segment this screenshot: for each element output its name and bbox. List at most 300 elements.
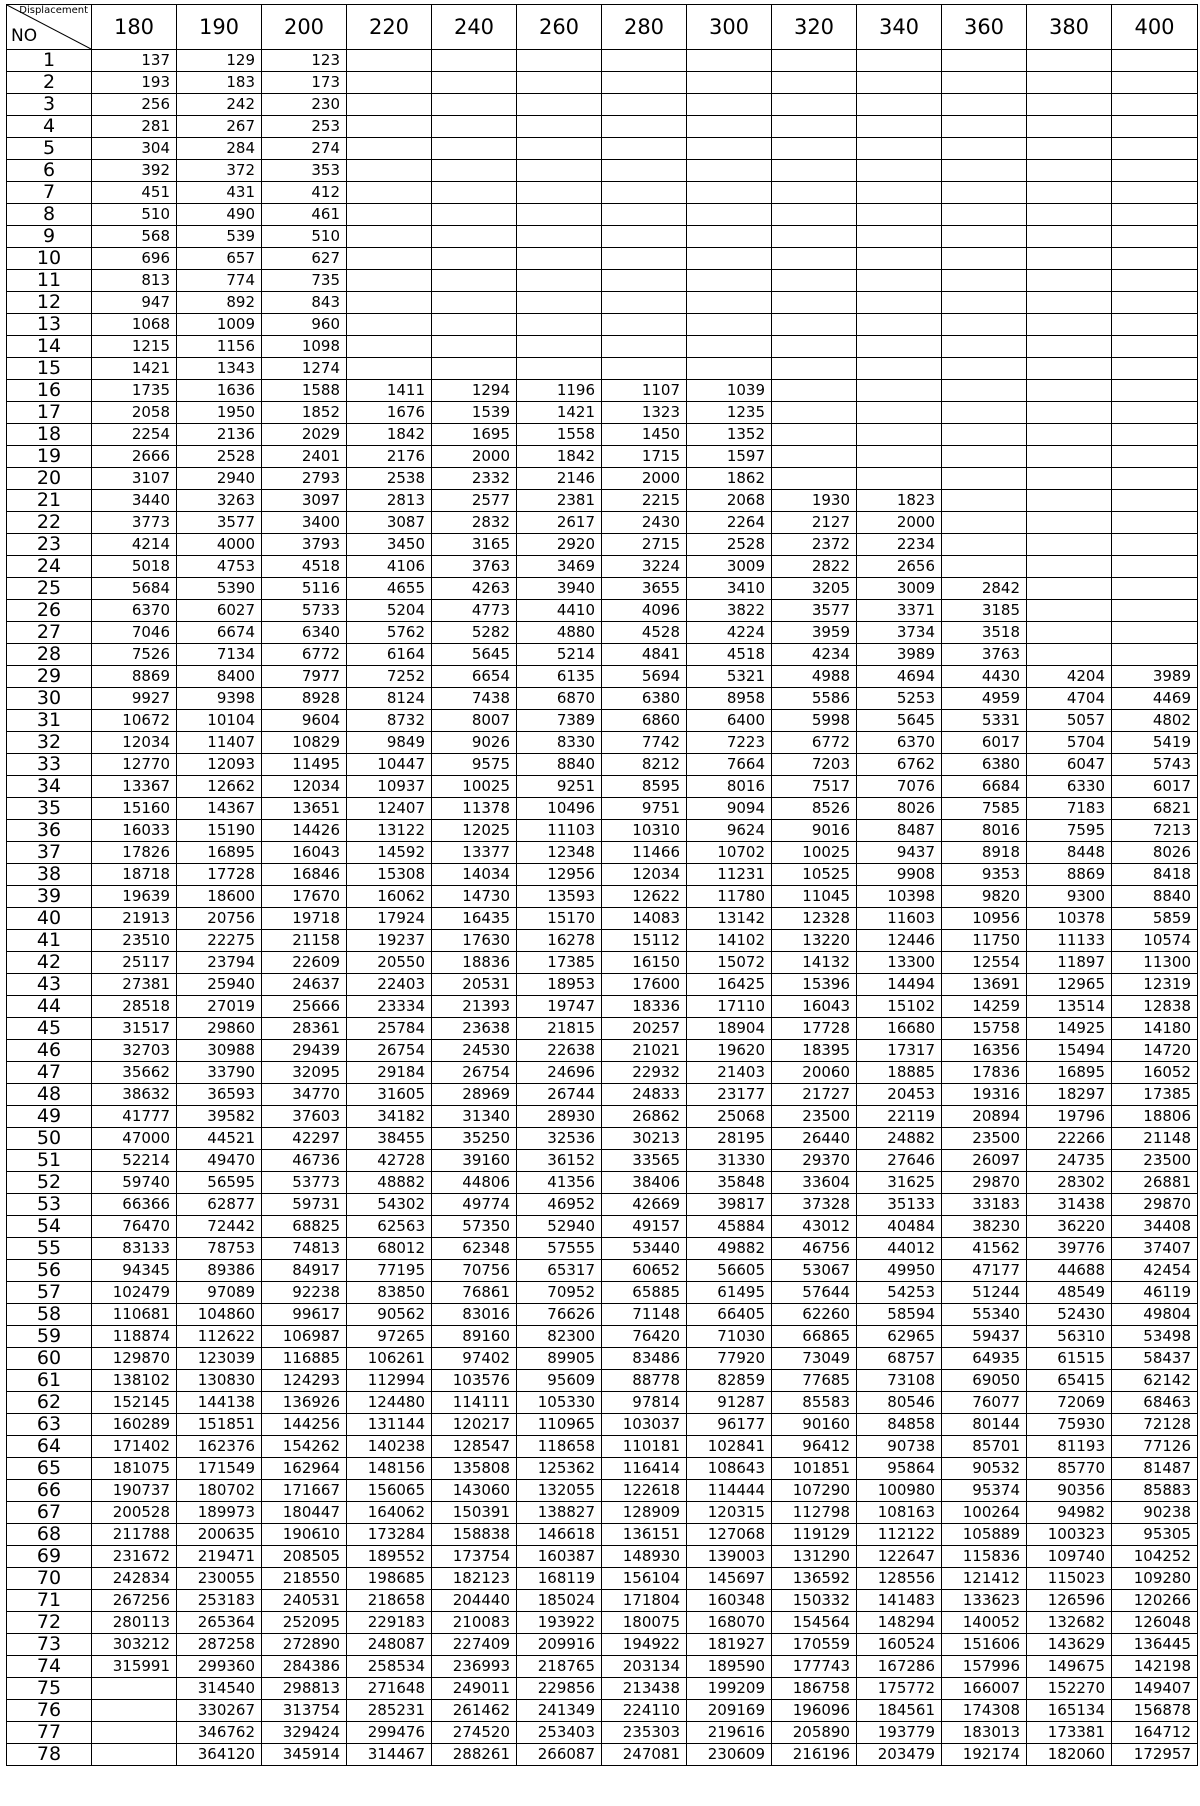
value-cell: 15170 [517,908,602,930]
row-number-cell: 2 [7,72,92,94]
value-cell: 108643 [687,1458,772,1480]
value-cell: 6027 [177,600,262,622]
value-cell: 1411 [347,380,432,402]
value-cell [1112,358,1198,380]
value-cell: 12956 [517,864,602,886]
value-cell: 1421 [517,402,602,424]
value-cell [517,50,602,72]
value-cell [432,314,517,336]
value-cell [942,314,1027,336]
table-row [7,1018,1198,1040]
value-cell: 9398 [177,688,262,710]
value-cell: 2381 [517,490,602,512]
value-cell [687,226,772,248]
value-cell [942,182,1027,204]
value-cell: 6772 [772,732,857,754]
value-cell [517,204,602,226]
value-cell: 1823 [857,490,942,512]
value-cell: 160524 [857,1634,942,1656]
row-number-cell: 40 [7,908,92,930]
value-cell: 129 [177,50,262,72]
value-cell: 230055 [177,1568,262,1590]
value-cell: 6370 [92,600,177,622]
value-cell: 91287 [687,1392,772,1414]
value-cell: 105330 [517,1392,602,1414]
value-cell: 88778 [602,1370,687,1392]
table-row [7,1150,1198,1172]
value-cell: 7585 [942,798,1027,820]
value-cell: 229856 [517,1678,602,1700]
value-cell: 180447 [262,1502,347,1524]
value-cell [772,336,857,358]
value-cell: 123 [262,50,347,72]
value-cell: 115836 [942,1546,1027,1568]
value-cell: 185024 [517,1590,602,1612]
value-cell: 31438 [1027,1194,1112,1216]
value-cell: 33565 [602,1150,687,1172]
value-cell: 2215 [602,490,687,512]
value-cell: 12838 [1112,996,1198,1018]
row-number-cell: 7 [7,182,92,204]
value-cell: 44521 [177,1128,262,1150]
table-row [7,1106,1198,1128]
value-cell [1112,644,1198,666]
value-cell: 97089 [177,1282,262,1304]
value-cell: 15396 [772,974,857,996]
value-cell: 235303 [602,1722,687,1744]
value-cell: 219471 [177,1546,262,1568]
row-number-cell: 37 [7,842,92,864]
value-cell: 148294 [857,1612,942,1634]
value-cell: 139003 [687,1546,772,1568]
value-cell: 13514 [1027,996,1112,1018]
value-cell: 144138 [177,1392,262,1414]
value-cell [432,204,517,226]
table-row [7,50,1198,72]
value-cell [1027,314,1112,336]
value-cell: 22275 [177,930,262,952]
value-cell: 173754 [432,1546,517,1568]
value-cell [772,424,857,446]
value-cell [602,270,687,292]
value-cell [517,226,602,248]
value-cell [772,270,857,292]
value-cell: 6674 [177,622,262,644]
value-cell [772,50,857,72]
value-cell: 132682 [1027,1612,1112,1634]
value-cell: 25666 [262,996,347,1018]
value-cell: 27019 [177,996,262,1018]
value-cell: 120217 [432,1414,517,1436]
table-row [7,314,1198,336]
value-cell [857,314,942,336]
value-cell: 12965 [1027,974,1112,996]
value-cell: 12328 [772,908,857,930]
value-cell: 193922 [517,1612,602,1634]
value-cell: 4773 [432,600,517,622]
row-number-cell: 58 [7,1304,92,1326]
value-cell: 42454 [1112,1260,1198,1282]
row-number-cell: 51 [7,1150,92,1172]
value-cell: 2822 [772,556,857,578]
value-cell: 1842 [517,446,602,468]
value-cell: 28930 [517,1106,602,1128]
value-cell: 14034 [432,864,517,886]
value-cell [517,116,602,138]
value-cell: 61515 [1027,1348,1112,1370]
value-cell [1027,534,1112,556]
value-cell [1112,226,1198,248]
value-cell: 2528 [687,534,772,556]
value-cell: 314540 [177,1678,262,1700]
value-cell: 186758 [772,1678,857,1700]
value-cell: 89386 [177,1260,262,1282]
value-cell: 5762 [347,622,432,644]
value-cell: 109740 [1027,1546,1112,1568]
value-cell: 2401 [262,446,347,468]
table-row [7,226,1198,248]
value-cell: 2793 [262,468,347,490]
row-number-cell: 30 [7,688,92,710]
value-cell: 287258 [177,1634,262,1656]
value-cell: 13691 [942,974,1027,996]
value-cell: 23500 [942,1128,1027,1150]
value-cell: 4753 [177,556,262,578]
value-cell: 3763 [942,644,1027,666]
value-cell: 5645 [432,644,517,666]
value-cell: 431 [177,182,262,204]
value-cell: 97402 [432,1348,517,1370]
table-row [7,1546,1198,1568]
value-cell: 181075 [92,1458,177,1480]
value-cell: 142198 [1112,1656,1198,1678]
value-cell: 53498 [1112,1326,1198,1348]
value-cell: 5743 [1112,754,1198,776]
table-row [7,864,1198,886]
value-cell: 9751 [602,798,687,820]
value-cell: 4704 [1027,688,1112,710]
row-number-cell: 26 [7,600,92,622]
value-cell: 192174 [942,1744,1027,1766]
value-cell: 100980 [857,1480,942,1502]
value-cell: 298813 [262,1678,347,1700]
value-cell [1112,182,1198,204]
value-cell: 149675 [1027,1656,1112,1678]
value-cell: 16150 [602,952,687,974]
value-cell: 40484 [857,1216,942,1238]
table-row [7,534,1198,556]
value-cell: 274 [262,138,347,160]
value-cell: 130830 [177,1370,262,1392]
row-number-cell: 19 [7,446,92,468]
value-cell: 284386 [262,1656,347,1678]
value-cell: 256 [92,94,177,116]
value-cell: 15102 [857,996,942,1018]
value-cell: 271648 [347,1678,432,1700]
value-cell: 2666 [92,446,177,468]
value-cell: 21913 [92,908,177,930]
column-header-180: 180 [92,5,177,50]
value-cell: 5998 [772,710,857,732]
value-cell [772,358,857,380]
value-cell [347,270,432,292]
value-cell: 33183 [942,1194,1027,1216]
value-cell [687,72,772,94]
value-cell: 11750 [942,930,1027,952]
value-cell: 66865 [772,1326,857,1348]
value-cell: 189590 [687,1656,772,1678]
value-cell: 510 [262,226,347,248]
value-cell: 19237 [347,930,432,952]
value-cell: 173284 [347,1524,432,1546]
table-row [7,1326,1198,1348]
value-cell: 490 [177,204,262,226]
value-cell: 4106 [347,556,432,578]
value-cell: 14083 [602,908,687,930]
column-header-220: 220 [347,5,432,50]
value-cell: 90160 [772,1414,857,1436]
value-cell: 3087 [347,512,432,534]
row-number-cell: 49 [7,1106,92,1128]
value-cell: 315991 [92,1656,177,1678]
table-row [7,1722,1198,1744]
value-cell: 2254 [92,424,177,446]
value-cell: 62563 [347,1216,432,1238]
value-cell: 94982 [1027,1502,1112,1524]
table-row [7,732,1198,754]
value-cell: 32536 [517,1128,602,1150]
value-cell: 20257 [602,1018,687,1040]
value-cell [1112,424,1198,446]
value-cell: 6654 [432,666,517,688]
value-cell: 96412 [772,1436,857,1458]
value-cell [942,336,1027,358]
table-row [7,1304,1198,1326]
value-cell: 56605 [687,1260,772,1282]
table-row [7,798,1198,820]
value-cell [1027,116,1112,138]
table-row [7,1480,1198,1502]
value-cell: 20756 [177,908,262,930]
value-cell: 116885 [262,1348,347,1370]
value-cell: 34408 [1112,1216,1198,1238]
value-cell [432,182,517,204]
value-cell: 6380 [602,688,687,710]
value-cell: 14720 [1112,1040,1198,1062]
value-cell: 7389 [517,710,602,732]
value-cell [347,226,432,248]
table-row [7,1612,1198,1634]
value-cell: 131290 [772,1546,857,1568]
value-cell: 26754 [432,1062,517,1084]
value-cell: 19796 [1027,1106,1112,1128]
value-cell: 73049 [772,1348,857,1370]
value-cell [602,248,687,270]
value-cell: 9300 [1027,886,1112,908]
row-number-cell: 36 [7,820,92,842]
value-cell: 4000 [177,534,262,556]
value-cell: 20531 [432,974,517,996]
value-cell: 116414 [602,1458,687,1480]
value-cell: 110965 [517,1414,602,1436]
value-cell: 57350 [432,1216,517,1238]
value-cell: 119129 [772,1524,857,1546]
value-cell: 16062 [347,886,432,908]
value-cell: 2656 [857,556,942,578]
row-number-cell: 23 [7,534,92,556]
value-cell: 39160 [432,1150,517,1172]
value-cell: 24882 [857,1128,942,1150]
value-cell: 28302 [1027,1172,1112,1194]
value-cell: 17670 [262,886,347,908]
value-cell: 180702 [177,1480,262,1502]
value-cell: 25940 [177,974,262,996]
value-cell: 4518 [262,556,347,578]
value-cell: 8526 [772,798,857,820]
value-cell: 152270 [1027,1678,1112,1700]
value-cell [857,424,942,446]
table-row [7,138,1198,160]
value-cell: 164062 [347,1502,432,1524]
table-row [7,1502,1198,1524]
value-cell [942,204,1027,226]
value-cell: 2832 [432,512,517,534]
value-cell: 3410 [687,578,772,600]
value-cell: 5694 [602,666,687,688]
value-cell: 11300 [1112,952,1198,974]
value-cell: 6762 [857,754,942,776]
value-cell: 242834 [92,1568,177,1590]
value-cell: 68757 [857,1348,942,1370]
row-number-cell: 11 [7,270,92,292]
value-cell: 13300 [857,952,942,974]
value-cell: 140052 [942,1612,1027,1634]
value-cell [942,94,1027,116]
value-cell: 121412 [942,1568,1027,1590]
value-cell: 76470 [92,1216,177,1238]
table-body [7,50,1198,1766]
value-cell: 126048 [1112,1612,1198,1634]
value-cell: 193 [92,72,177,94]
value-cell: 22266 [1027,1128,1112,1150]
value-cell: 3400 [262,512,347,534]
value-cell: 5204 [347,600,432,622]
value-cell: 30213 [602,1128,687,1150]
value-cell: 200528 [92,1502,177,1524]
value-cell: 76861 [432,1282,517,1304]
value-cell [942,556,1027,578]
value-cell: 156104 [602,1568,687,1590]
value-cell [687,160,772,182]
value-cell [1027,380,1112,402]
row-number-cell: 76 [7,1700,92,1722]
value-cell: 4469 [1112,688,1198,710]
value-cell: 210083 [432,1612,517,1634]
value-cell: 1352 [687,424,772,446]
value-cell [517,182,602,204]
column-header-200: 200 [262,5,347,50]
value-cell: 8958 [687,688,772,710]
value-cell [772,380,857,402]
value-cell [347,292,432,314]
value-cell [602,160,687,182]
row-number-cell: 78 [7,1744,92,1766]
value-cell: 8595 [602,776,687,798]
value-cell: 1842 [347,424,432,446]
value-cell: 304 [92,138,177,160]
value-cell: 253403 [517,1722,602,1744]
value-cell: 12025 [432,820,517,842]
value-cell: 38455 [347,1128,432,1150]
value-cell: 3577 [772,600,857,622]
value-cell: 539 [177,226,262,248]
value-cell: 568 [92,226,177,248]
value-cell: 32095 [262,1062,347,1084]
value-cell [347,116,432,138]
value-cell: 77126 [1112,1436,1198,1458]
value-cell: 285231 [347,1700,432,1722]
value-cell: 33604 [772,1172,857,1194]
value-cell: 124293 [262,1370,347,1392]
value-cell: 59437 [942,1326,1027,1348]
value-cell: 122647 [857,1546,942,1568]
value-cell: 103576 [432,1370,517,1392]
table-row [7,1656,1198,1678]
row-number-cell: 46 [7,1040,92,1062]
value-cell: 114444 [687,1480,772,1502]
value-cell: 96177 [687,1414,772,1436]
value-cell [857,402,942,424]
value-cell: 15494 [1027,1040,1112,1062]
value-cell [347,358,432,380]
value-cell: 35848 [687,1172,772,1194]
value-cell: 95864 [857,1458,942,1480]
value-cell: 42297 [262,1128,347,1150]
value-cell: 3959 [772,622,857,644]
row-number-cell: 63 [7,1414,92,1436]
row-number-cell: 73 [7,1634,92,1656]
value-cell: 16680 [857,1018,942,1040]
value-cell: 22609 [262,952,347,974]
value-cell [942,424,1027,446]
value-cell: 46119 [1112,1282,1198,1304]
value-cell: 7134 [177,644,262,666]
value-cell: 9908 [857,864,942,886]
value-cell: 7595 [1027,820,1112,842]
value-cell: 23500 [1112,1150,1198,1172]
row-number-cell: 9 [7,226,92,248]
value-cell: 16052 [1112,1062,1198,1084]
value-cell [687,314,772,336]
value-cell: 97814 [602,1392,687,1414]
value-cell: 125362 [517,1458,602,1480]
table-row [7,402,1198,424]
value-cell: 774 [177,270,262,292]
value-cell: 162964 [262,1458,347,1480]
value-cell: 266087 [517,1744,602,1766]
value-cell: 143629 [1027,1634,1112,1656]
value-cell: 114111 [432,1392,517,1414]
value-cell [942,160,1027,182]
value-cell [1112,336,1198,358]
value-cell: 253 [262,116,347,138]
value-cell: 70952 [517,1282,602,1304]
value-cell: 1039 [687,380,772,402]
value-cell [857,160,942,182]
value-cell [432,270,517,292]
row-number-cell: 57 [7,1282,92,1304]
value-cell: 62260 [772,1304,857,1326]
